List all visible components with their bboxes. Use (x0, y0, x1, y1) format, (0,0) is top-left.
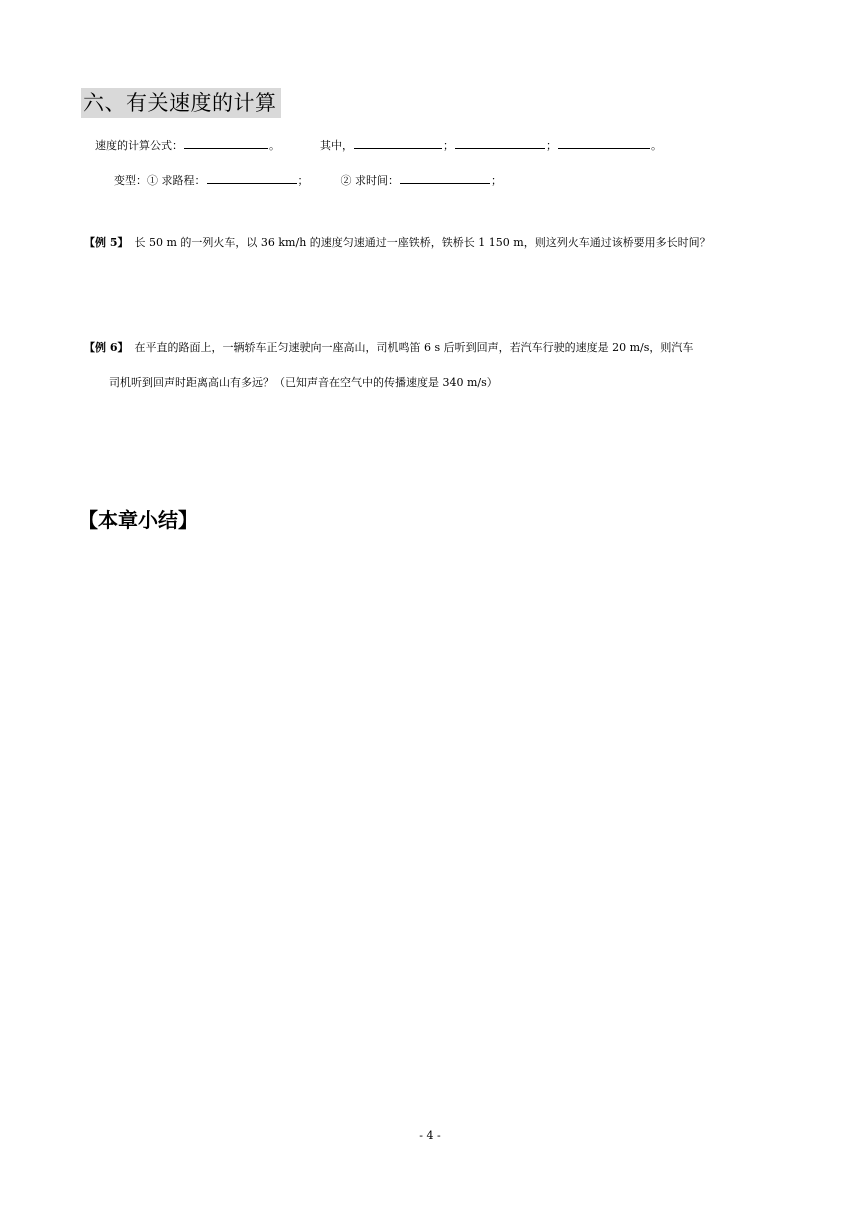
line-end: 。 (651, 139, 662, 152)
example-5 (84, 235, 711, 251)
separator: ； (297, 174, 309, 187)
variant-line (114, 172, 502, 189)
distance-label: 变型：① 求路程： (114, 174, 206, 187)
formula-blank[interactable] (184, 137, 268, 149)
separator: ； (443, 139, 454, 152)
distance-blank[interactable] (207, 172, 297, 184)
separator: ； (491, 174, 502, 187)
formula-end: 。 (269, 139, 280, 152)
page-number: - 4 - (419, 1129, 441, 1142)
time-label: ② 求时间： (340, 174, 399, 187)
quantity-blank-1[interactable] (354, 137, 442, 149)
where-label: 其中， (320, 139, 353, 152)
quantity-blank-2[interactable] (455, 137, 545, 149)
example-6-tag: 【例 6】 (84, 341, 129, 354)
formula-line (95, 137, 662, 154)
chapter-summary-title: 【本章小结】 (78, 508, 198, 532)
section-title: 六、有关速度的计算 (81, 88, 281, 118)
time-blank[interactable] (400, 172, 490, 184)
quantity-blank-3[interactable] (558, 137, 650, 149)
example-6 (84, 340, 693, 356)
example-5-tag: 【例 5】 (84, 236, 129, 249)
example-5-text: 长 50 m 的一列火车，以 36 km/h 的速度匀速通过一座铁桥，铁桥长 1 150 m，则这列火车通过该桥要用多长时间？ (134, 236, 711, 249)
example-6-text: 在平直的路面上，一辆轿车正匀速驶向一座高山，司机鸣笛 6 s 后听到回声，若汽车行驶的速度是 20 m/s，则汽车 (134, 341, 694, 354)
formula-label: 速度的计算公式： (95, 139, 183, 152)
example-6-continuation: 司机听到回声时距离高山有多远？（已知声音在空气中的传播速度是 340 m/s） (109, 376, 498, 389)
separator: ； (546, 139, 557, 152)
